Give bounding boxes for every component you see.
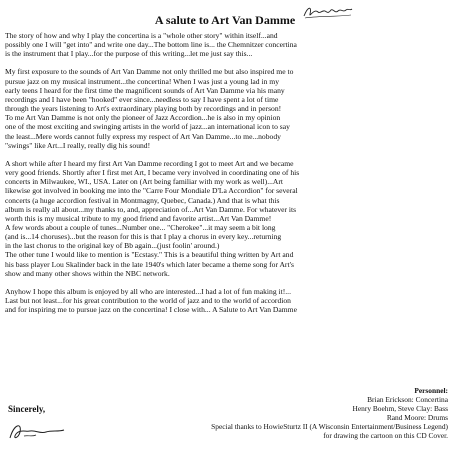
text-line: Last but not least...for his great contribution to the world of jazz and to the world of accordion: [5, 296, 291, 306]
text-line: is the instrument that I play...for the purpose of this writing...let me just say this...: [5, 49, 253, 59]
personnel-credits: [184, 387, 448, 440]
text-line: concerts (a huge accordion festival in Montmagny, Quebec, Canada.) And that is what this: [5, 195, 280, 205]
personnel-heading: Personnel:: [414, 386, 448, 395]
text-line: Anyhow I hope this album is enjoyed by all who are interested...I had a lot of fun making it!...: [5, 286, 291, 296]
text-line: worth this is my musical tribute to my good friend and favorite artist...Art Van Damme!: [5, 213, 272, 223]
text-line: A few words about a couple of tunes...Number one... "Cherokee"...it may seem a bit long: [5, 222, 276, 232]
text-line: The story of how and why I play the concertina is a "whole other story" within itself...and: [5, 31, 278, 40]
signature-text: [302, 2, 354, 9]
text-line: the least...Mere words cannot fully express my respect of Art Van Damme...to me...nobody: [5, 131, 281, 141]
signature-scribble-icon: [6, 418, 66, 444]
credit-line: Brian Erickson: Concertina: [367, 394, 448, 404]
text-line: album is really all about...my thanks to, and, appreciation of...Art Van Damme. For whatever its: [5, 204, 297, 214]
paragraph-3: [5, 159, 447, 278]
text-line: To me Art Van Damme is not only the pioneer of Jazz Accordion...he is also in my opinion: [5, 113, 281, 123]
letter-body: [5, 31, 447, 314]
text-line: in the last chorus to the original key of Bb again...(just foolin' around.): [5, 241, 220, 251]
bottom-signature: [6, 418, 66, 444]
text-line: (and is...14 choruses)...but the reason for this is that I play a chorus in every key...returning: [5, 232, 282, 242]
text-line: early teens I heard for the first time the magnificent sounds of Art Van Damme via his many: [5, 85, 285, 95]
text-line: recordings and I have been "hooked" ever since...needless to say I have spent a lot of time: [5, 94, 279, 104]
text-line: likewise got involved in booking me into the "Carre Four Mondiale D'La Accordion" for several: [5, 186, 298, 196]
text-line: one of the most exciting and swinging artists in the world of jazz...an international icon to say: [5, 122, 290, 132]
paragraph-2: [5, 67, 447, 149]
credit-line: Special thanks to HowieSturtz II (A Wisconsin Entertainment/Business Legend): [211, 421, 448, 431]
credit-line: for drawing the cartoon on this CD Cover.: [323, 430, 448, 440]
text-line: "swings" like Art...I really, really dig his sound!: [5, 140, 151, 150]
text-line: pursue jazz on my musical instrument...the concertina! When I was just a young lad in my: [5, 76, 280, 86]
credit-line: Henry Boehm, Steve Clay: Bass: [352, 403, 448, 413]
text-line: concerts in Milwaukee, WI., USA. Later on (Art being familiar with my work as well)...Art: [5, 177, 284, 187]
closing-salutation: Sincerely,: [8, 404, 46, 414]
paragraph-4: [5, 287, 447, 314]
text-line: possibly one I will "get into" and write one day...The bottom line is... the Chemnitzer concertina: [5, 40, 297, 50]
paragraph-1: [5, 31, 447, 58]
text-line: show and many other shows within the NBC network.: [5, 268, 170, 278]
text-line: The other tune I would like to mention is "Ecstasy." This is a beautiful thing written by Art and: [5, 250, 294, 260]
text-line: through the years listening to Art's extraordinary playing both by recordings and in person!: [5, 104, 282, 114]
text-line: very good friends. Shortly after I first met Art, I became very involved in coordinating one of his: [5, 168, 300, 178]
credit-line: Rand Moore: Drums: [386, 412, 448, 422]
text-line: My first exposure to the sounds of Art Van Damme not only thrilled me but also inspired me to: [5, 67, 294, 77]
text-line: A short while after I heard my first Art Van Damme recording I got to meet Art and we became: [5, 158, 294, 168]
text-line: his bass player Lou Skalinder back in the late 1940's which later became a theme song for Art's: [5, 259, 294, 269]
page-title: A salute to Art Van Damme: [154, 13, 296, 27]
text-line: and for inspiring me to pursue jazz on the concertina! I close with... A Salute to Art Van Damme: [5, 305, 297, 315]
